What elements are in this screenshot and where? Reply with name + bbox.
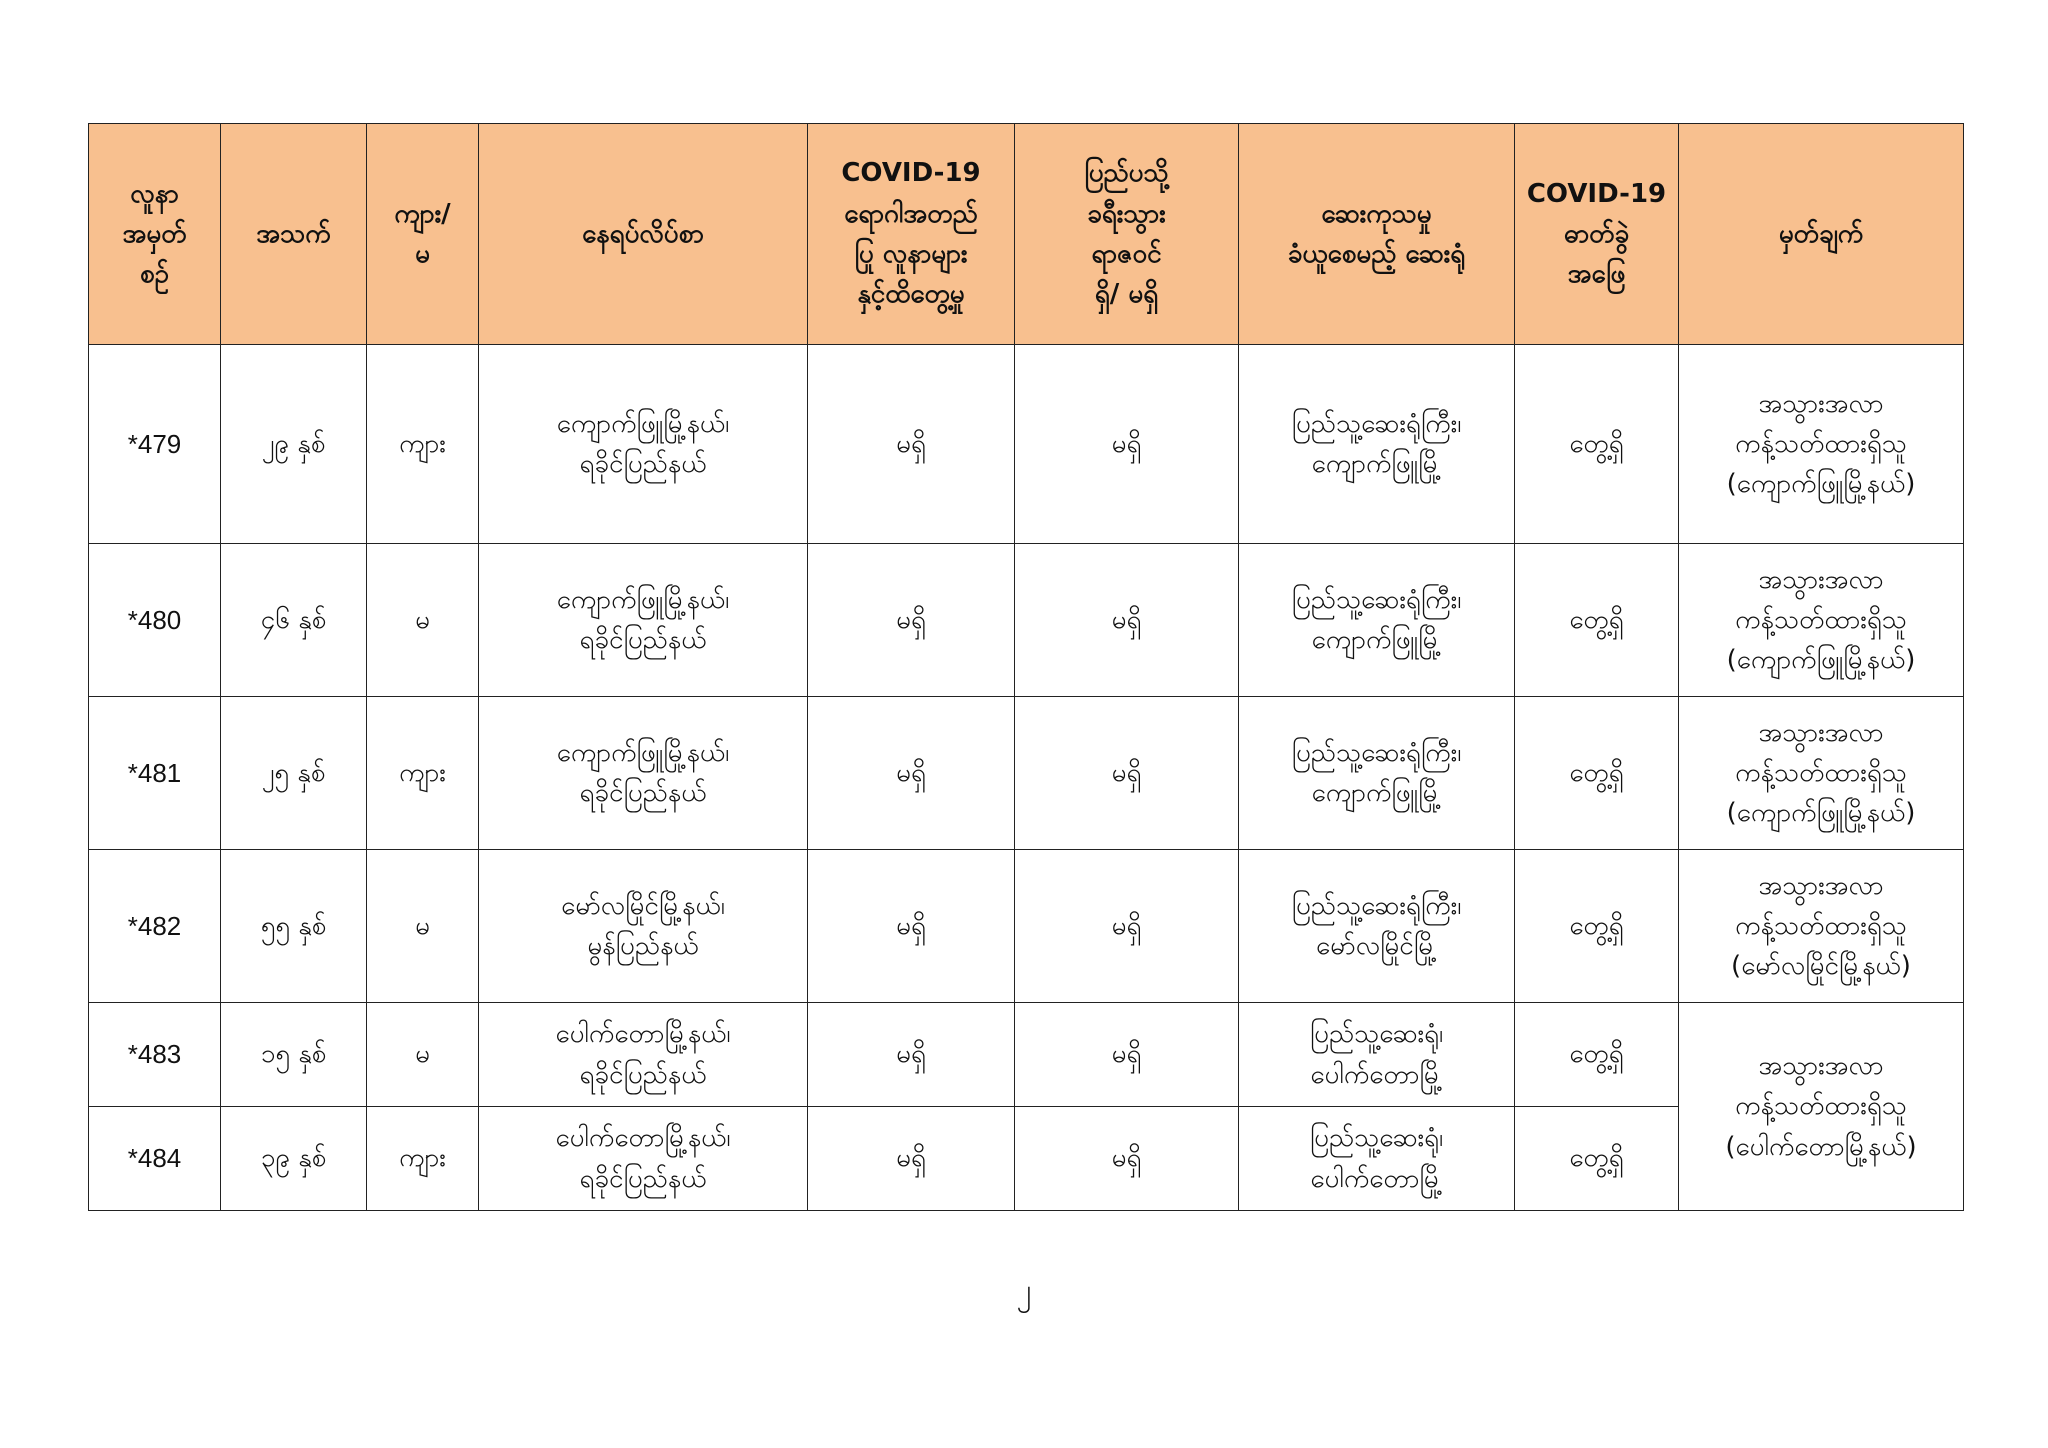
travel-history: မရှိ — [1015, 850, 1239, 1003]
address: ပေါက်တောမြို့နယ်၊ ရခိုင်ပြည်နယ် — [479, 1107, 808, 1211]
lab-result: တွေ့ရှိ — [1515, 345, 1679, 544]
header-row — [89, 124, 1964, 345]
lab-result: တွေ့ရှိ — [1515, 544, 1679, 697]
case-number: *482 — [89, 850, 221, 1003]
lab-result: တွေ့ရှိ — [1515, 1107, 1679, 1211]
case-number: *484 — [89, 1107, 221, 1211]
header-hospital: ဆေးကုသမှု ခံယူစေမည့် ဆေးရုံ — [1239, 124, 1515, 345]
address: မော်လမြိုင်မြို့နယ်၊ မွန်ပြည်နယ် — [479, 850, 808, 1003]
remark: အသွားအလာ ကန့်သတ်ထားရှိသူ (မော်လမြိုင်မြို့နယ်) — [1679, 850, 1964, 1003]
lab-result: တွေ့ရှိ — [1515, 697, 1679, 850]
case-number: *479 — [89, 345, 221, 544]
page-number: ၂ — [1016, 1273, 1032, 1308]
table-row — [89, 345, 1964, 544]
travel-history: မရှိ — [1015, 1003, 1239, 1107]
travel-history: မရှိ — [1015, 1107, 1239, 1211]
contact: မရှိ — [808, 850, 1015, 1003]
header-lab-result: COVID-19 ဓာတ်ခွဲ အဖြေ — [1515, 124, 1679, 345]
address: ကျောက်ဖြူမြို့နယ်၊ ရခိုင်ပြည်နယ် — [479, 345, 808, 544]
sex: ကျား — [367, 1107, 479, 1211]
hospital: ပြည်သူ့ဆေးရုံကြီး၊ ကျောက်ဖြူမြို့ — [1239, 697, 1515, 850]
sex: မ — [367, 1003, 479, 1107]
sex: မ — [367, 544, 479, 697]
address: ကျောက်ဖြူမြို့နယ်၊ ရခိုင်ပြည်နယ် — [479, 544, 808, 697]
header-travel-history: ပြည်ပသို့ ခရီးသွား ရာဇဝင် ရှိ/ မရှိ — [1015, 124, 1239, 345]
header-address: နေရပ်လိပ်စာ — [479, 124, 808, 345]
remark: အသွားအလာ ကန့်သတ်ထားရှိသူ (ကျောက်ဖြူမြို့နယ်) — [1679, 345, 1964, 544]
table-row — [89, 1003, 1964, 1107]
sex: ကျား — [367, 345, 479, 544]
header-case-number: လူနာ အမှတ် စဉ် — [89, 124, 221, 345]
travel-history: မရှိ — [1015, 697, 1239, 850]
contact: မရှိ — [808, 697, 1015, 850]
hospital: ပြည်သူ့ဆေးရုံကြီး၊ ကျောက်ဖြူမြို့ — [1239, 544, 1515, 697]
age: ၂၅ နှစ် — [221, 697, 367, 850]
contact: မရှိ — [808, 544, 1015, 697]
contact: မရှိ — [808, 1107, 1015, 1211]
hospital: ပြည်သူ့ဆေးရုံကြီး၊ ကျောက်ဖြူမြို့ — [1239, 345, 1515, 544]
address: ပေါက်တောမြို့နယ်၊ ရခိုင်ပြည်နယ် — [479, 1003, 808, 1107]
address: ကျောက်ဖြူမြို့နယ်၊ ရခိုင်ပြည်နယ် — [479, 697, 808, 850]
remark: အသွားအလာ ကန့်သတ်ထားရှိသူ (ကျောက်ဖြူမြို့နယ်) — [1679, 544, 1964, 697]
header-age: အသက် — [221, 124, 367, 345]
age: ၂၉ နှစ် — [221, 345, 367, 544]
case-number: *483 — [89, 1003, 221, 1107]
hospital: ပြည်သူ့ဆေးရုံ၊ ပေါက်တောမြို့ — [1239, 1107, 1515, 1211]
lab-result: တွေ့ရှိ — [1515, 1003, 1679, 1107]
case-number: *480 — [89, 544, 221, 697]
age: ၅၅ နှစ် — [221, 850, 367, 1003]
lab-result: တွေ့ရှိ — [1515, 850, 1679, 1003]
travel-history: မရှိ — [1015, 345, 1239, 544]
age: ၁၅ နှစ် — [221, 1003, 367, 1107]
travel-history: မရှိ — [1015, 544, 1239, 697]
remark: အသွားအလာ ကန့်သတ်ထားရှိသူ (ကျောက်ဖြူမြို့နယ်) — [1679, 697, 1964, 850]
sex: မ — [367, 850, 479, 1003]
contact: မရှိ — [808, 345, 1015, 544]
remark: အသွားအလာ ကန့်သတ်ထားရှိသူ (ပေါက်တောမြို့နယ်) — [1679, 1003, 1964, 1211]
covid-case-table — [88, 123, 1964, 1211]
hospital: ပြည်သူ့ဆေးရုံကြီး၊ မော်လမြိုင်မြို့ — [1239, 850, 1515, 1003]
table-row — [89, 850, 1964, 1003]
contact: မရှိ — [808, 1003, 1015, 1107]
age: ၃၉ နှစ် — [221, 1107, 367, 1211]
header-remark: မှတ်ချက် — [1679, 124, 1964, 345]
age: ၄၆ နှစ် — [221, 544, 367, 697]
case-number: *481 — [89, 697, 221, 850]
sex: ကျား — [367, 697, 479, 850]
hospital: ပြည်သူ့ဆေးရုံ၊ ပေါက်တောမြို့ — [1239, 1003, 1515, 1107]
header-sex: ကျား/ မ — [367, 124, 479, 345]
table-row — [89, 544, 1964, 697]
table-row — [89, 697, 1964, 850]
header-contact: COVID-19 ရောဂါအတည် ပြု လူနာများ နှင့်ထိတွေ့မှု — [808, 124, 1015, 345]
